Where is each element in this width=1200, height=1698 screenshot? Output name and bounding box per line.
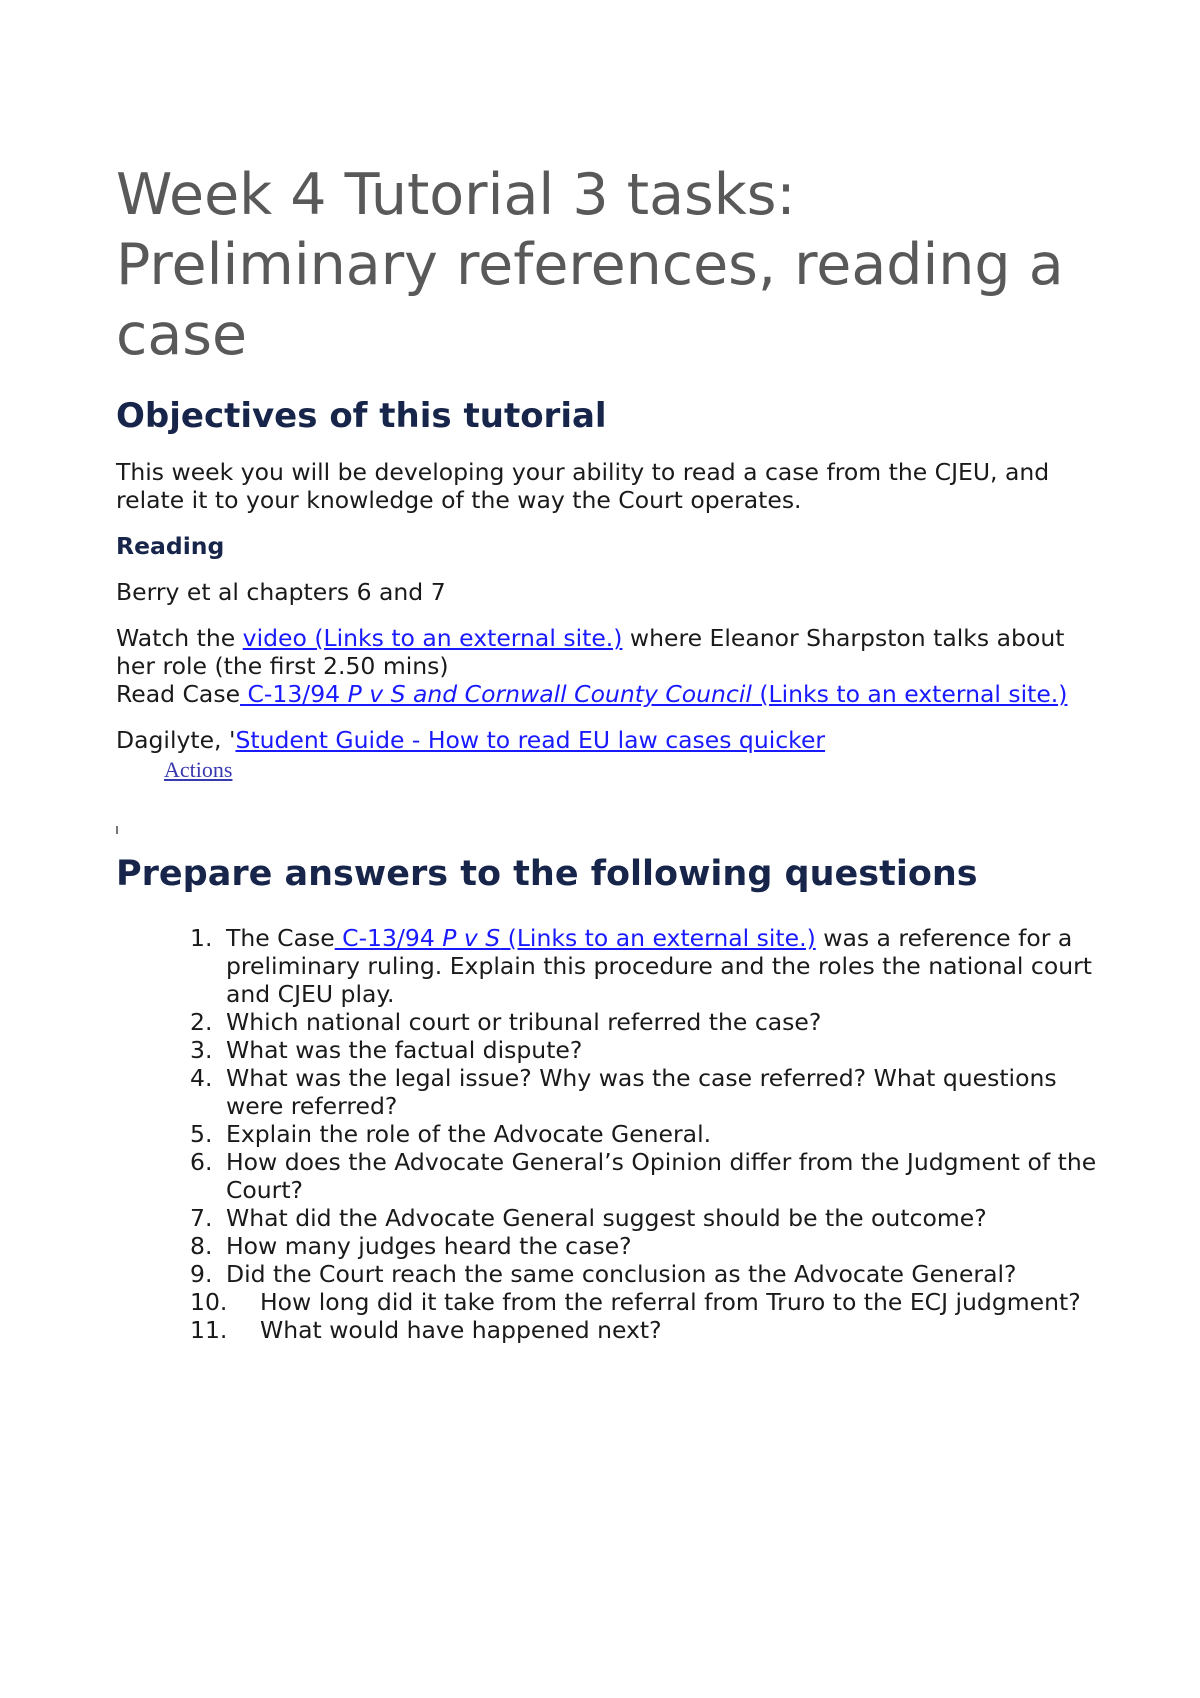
q1-case-parties: P v S bbox=[442, 924, 501, 952]
watch-paragraph bbox=[116, 624, 1100, 680]
list-item bbox=[116, 1120, 1106, 1148]
list-item-number: 2. bbox=[190, 1008, 213, 1036]
reading-book: Berry et al chapters 6 and 7 bbox=[116, 578, 446, 606]
list-item bbox=[116, 1260, 1106, 1288]
list-item-text: What was the legal issue? Why was the case referred? What questions were referred? bbox=[226, 1064, 1057, 1120]
list-item bbox=[116, 1064, 1106, 1120]
watch-suffix: where Eleanor Sharpston talks about her role (the first 2.50 mins) bbox=[116, 624, 1065, 680]
list-item-number: 11. bbox=[190, 1316, 228, 1344]
list-item-text: Which national court or tribunal referred the case? bbox=[226, 1008, 822, 1036]
case-link-number: C-13/94 bbox=[240, 680, 348, 708]
list-item-number: 8. bbox=[190, 1232, 213, 1260]
list-item-number: 3. bbox=[190, 1036, 213, 1064]
q1-suffix: was a reference for a preliminary ruling. Explain this procedure and the roles the national court and CJEU play. bbox=[226, 924, 1093, 1008]
q1-case-link[interactable] bbox=[335, 924, 816, 952]
list-item bbox=[116, 1316, 1106, 1344]
list-item bbox=[116, 1204, 1106, 1232]
list-item-number: 6. bbox=[190, 1148, 213, 1176]
list-item-number: 1. bbox=[190, 924, 213, 952]
objectives-heading: Objectives of this tutorial bbox=[116, 396, 607, 436]
q1-case-suffix: (Links to an external site.) bbox=[500, 924, 816, 952]
list-item bbox=[116, 1288, 1106, 1316]
actions-line bbox=[164, 756, 1100, 784]
list-item-number: 7. bbox=[190, 1204, 213, 1232]
actions-link[interactable]: Actions bbox=[164, 757, 233, 782]
reading-label: Reading bbox=[116, 532, 225, 560]
list-item-text: Explain the role of the Advocate General. bbox=[226, 1120, 712, 1148]
questions-heading: Prepare answers to the following questions bbox=[116, 854, 978, 894]
list-item-text: What did the Advocate General suggest should be the outcome? bbox=[226, 1204, 987, 1232]
list-item bbox=[116, 1148, 1106, 1204]
list-item-text: How does the Advocate General’s Opinion differ from the Judgment of the Court? bbox=[226, 1148, 1097, 1204]
read-case-paragraph bbox=[116, 680, 1100, 708]
list-item-text: What would have happened next? bbox=[260, 1316, 662, 1344]
case-link-suffix: (Links to an external site.) bbox=[751, 680, 1068, 708]
read-prefix: Read Case bbox=[116, 680, 241, 708]
video-link[interactable]: video (Links to an external site.) bbox=[242, 624, 623, 652]
q1-case-number: C-13/94 bbox=[334, 924, 443, 952]
student-guide-link[interactable]: Student Guide - How to read EU law cases quicker bbox=[235, 726, 826, 754]
list-item bbox=[116, 1232, 1106, 1260]
list-item bbox=[116, 1036, 1106, 1064]
page-title: Week 4 Tutorial 3 tasks: Preliminary references, reading a case bbox=[116, 162, 1064, 368]
list-item-text: How long did it take from the referral from Truro to the ECJ judgment? bbox=[260, 1288, 1081, 1316]
watch-prefix: Watch the bbox=[116, 624, 243, 652]
list-item-text: Did the Court reach the same conclusion as the Advocate General? bbox=[226, 1260, 1017, 1288]
case-link-parties: P v S and Cornwall County Council bbox=[347, 680, 752, 708]
list-item-number: 4. bbox=[190, 1064, 213, 1092]
q1-prefix: The Case bbox=[226, 924, 335, 952]
dagilyte-prefix: Dagilyte, ' bbox=[116, 726, 236, 754]
list-item bbox=[116, 1008, 1106, 1036]
list-item-number: 9. bbox=[190, 1260, 213, 1288]
objectives-intro: This week you will be developing your ability to read a case from the CJEU, and relate it to your knowledge of the way the Court operates. bbox=[116, 458, 1050, 514]
questions-list bbox=[116, 924, 1100, 1344]
list-item-number: 10. bbox=[190, 1288, 228, 1316]
case-link[interactable] bbox=[240, 680, 1067, 708]
list-item-number: 5. bbox=[190, 1120, 213, 1148]
dagilyte-paragraph bbox=[116, 726, 1100, 754]
list-item-text: What was the factual dispute? bbox=[226, 1036, 583, 1064]
list-item-text: How many judges heard the case? bbox=[226, 1232, 632, 1260]
stray-mark bbox=[116, 826, 118, 834]
list-item bbox=[116, 924, 1106, 1008]
